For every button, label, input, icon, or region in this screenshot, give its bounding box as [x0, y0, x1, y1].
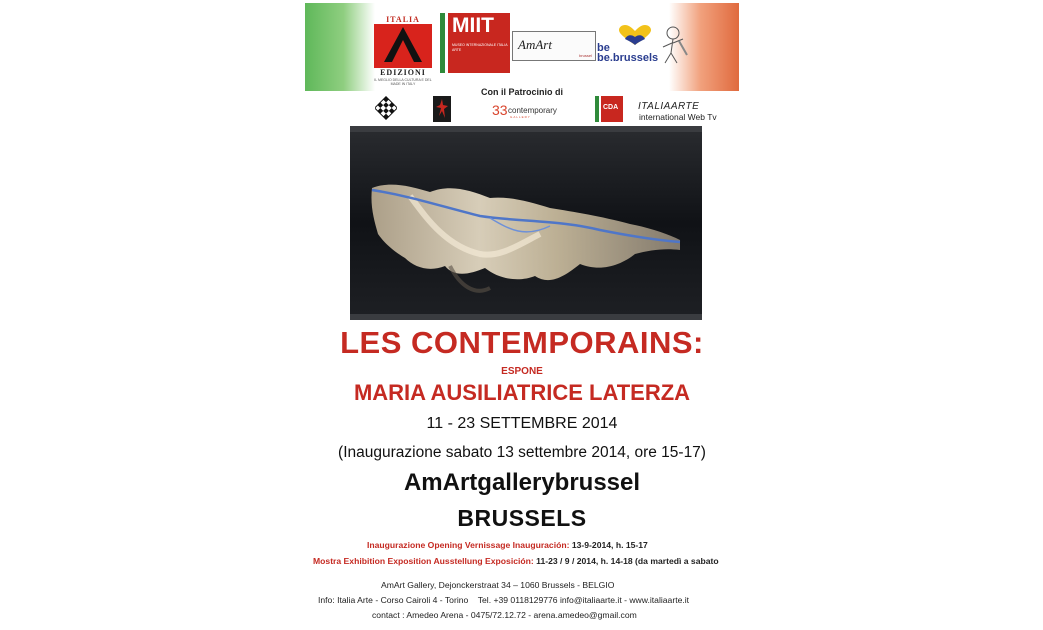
artwork-image — [350, 126, 702, 320]
espone-label: ESPONE — [501, 366, 543, 377]
italiaarte-tv-bottom: international Web Tv — [639, 112, 717, 122]
city-name: BRUSSELS — [457, 505, 587, 531]
artwork-painting — [350, 126, 702, 320]
amart-gallery-logo — [512, 31, 596, 61]
cda-logo — [595, 96, 623, 122]
italia-arte-logo-box — [374, 24, 432, 68]
italia-arte-logo-top-text: ITALIA — [386, 15, 420, 24]
opening-line — [367, 540, 648, 550]
exhibition-title: LES CONTEMPORAINS: — [340, 325, 704, 360]
italia-arte-a-icon — [374, 24, 432, 68]
info-right: Tel. +39 0118129776 info@italiaarte.it - www.italiaarte.it — [477, 595, 690, 605]
artist-name: MARIA AUSILIATRICE LATERZA — [353, 380, 691, 405]
cda-green-bar — [595, 96, 599, 122]
italiaarte-tv-top: ITALIAARTE — [638, 101, 700, 112]
cda-red-box — [601, 96, 623, 122]
exhibition-label: Mostra Exhibition Exposition Ausstellung Exposición: — [313, 556, 534, 566]
be-text-line1: be — [597, 42, 610, 54]
italia-arte-edizioni-logo — [372, 15, 434, 89]
patrocinio-heading: Con il Patrocinio di — [480, 87, 563, 97]
gallery-name: AmArtgallerybrussel — [403, 469, 641, 496]
amart-logo-small: brussel — [579, 53, 592, 58]
red-figure-logo — [433, 96, 451, 122]
contact-line: contact : Amedeo Arena - 0475/72.12.72 - arena.amedeo@gmail.com — [372, 610, 637, 620]
exhibition-dates: 11 - 23 SETTEMBRE 2014 — [426, 415, 618, 432]
italia-arte-logo-tagline: IL MEGLIO DELLA CULTURA E DEL MADE IN ITALY — [374, 78, 432, 86]
cda-logo-text: CDA — [603, 104, 619, 111]
miit-logo-title: MIIT — [452, 14, 494, 37]
contemporary-logo-small: GALLERY — [510, 115, 531, 119]
exhibition-line — [313, 556, 719, 566]
italia-arte-logo-edizioni: EDIZIONI — [380, 68, 426, 77]
italian-flag-green-band — [305, 3, 375, 91]
exhibition-value: 11-23 / 9 / 2014, h. 14-18 (da martedì a sabato — [536, 556, 719, 566]
be-brussels-logo — [597, 25, 693, 69]
opening-value: 13-9-2014, h. 15-17 — [571, 540, 648, 550]
opening-label: Inaugurazione Opening Vernissage Inauguración: — [367, 540, 570, 550]
red-figure-icon — [433, 96, 451, 122]
contemporary-gallery-logo — [492, 103, 572, 121]
info-line — [318, 595, 689, 605]
miit-logo — [448, 13, 510, 73]
chessboard-logo-icon — [375, 96, 397, 120]
be-brussels-text — [597, 43, 658, 63]
figure-sketch-icon — [659, 25, 689, 65]
miit-logo-subtitle: MUSEO INTERNAZIONALE ITALIA ARTE — [452, 43, 508, 52]
gallery-address: AmArt Gallery, Dejonckerstraat 34 – 1060 Brussels - BELGIO — [381, 580, 615, 590]
amart-logo-text: AmArt — [518, 37, 552, 52]
exhibition-poster — [305, 3, 739, 630]
info-left: Info: Italia Arte - Corso Cairoli 4 - Torino — [318, 595, 469, 605]
contemporary-logo-text: contemporary — [508, 106, 557, 115]
be-text-line2: be.brussels — [597, 52, 659, 64]
contemporary-logo-number: 33 — [492, 102, 508, 118]
italiaarte-web-tv-logo — [635, 101, 725, 123]
miit-green-bar — [440, 13, 445, 73]
inauguration-note: (Inaugurazione sabato 13 settembre 2014, ore 15-17) — [338, 444, 706, 461]
